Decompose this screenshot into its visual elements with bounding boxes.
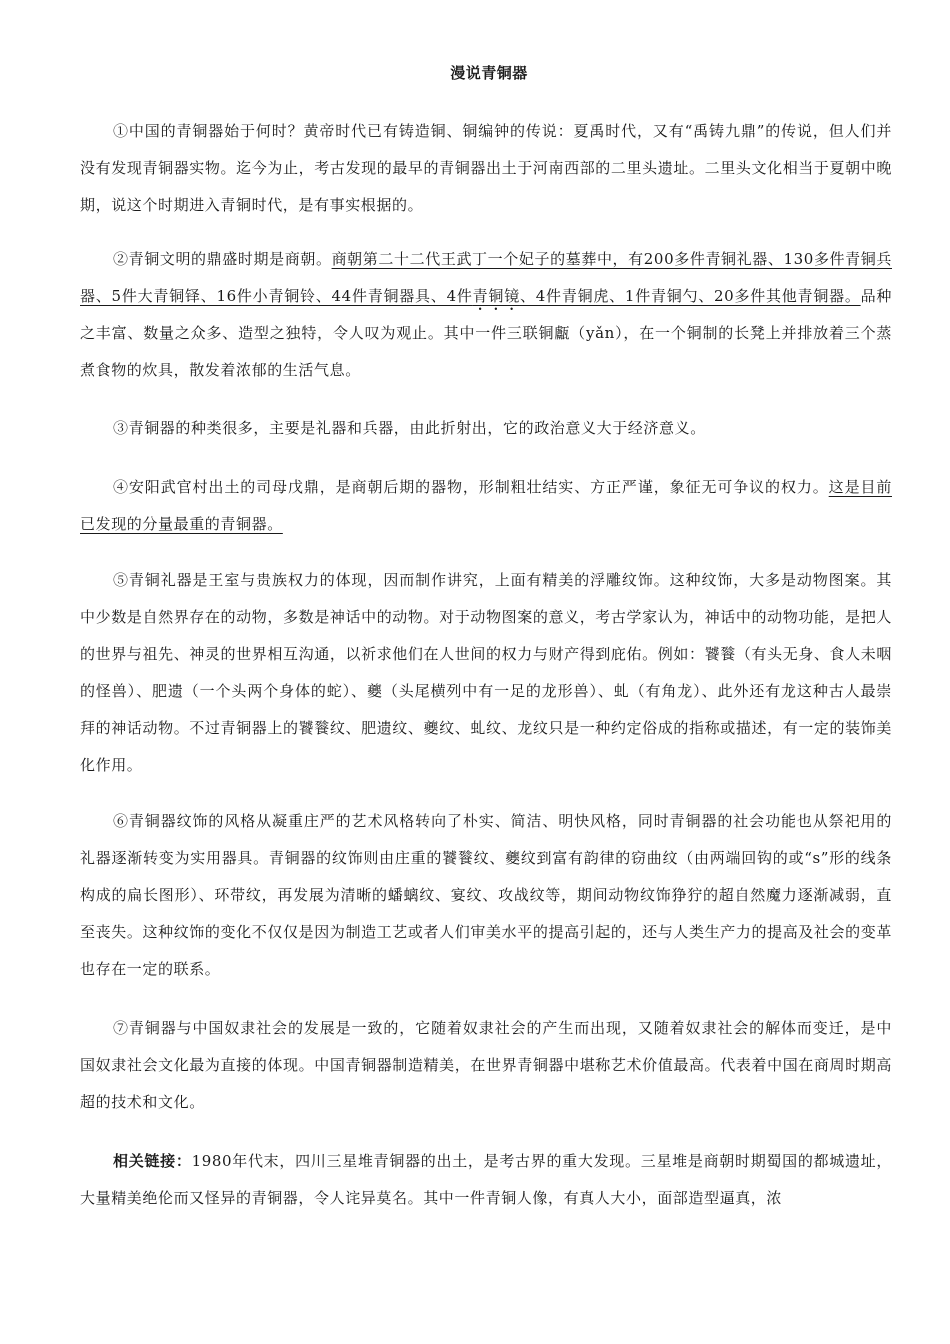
paragraph-2-underlined-b: 、4件青铜虎、1件青铜勺、20多件其他青铜器。 — [519, 287, 861, 305]
paragraph-6: ⑥青铜器纹饰的风格从凝重庄严的艺术风格转向了朴实、简洁、明快风格，同时青铜器的社会功能也从祭祀用的礼器逐渐转变为实用器具。青铜器的纹饰则由庄重的饕餮纹、夔纹到富有韵律的窃曲纹（由两端回钩的或“s”形的线条构成的扁长图形）、环带纹，再发展为清晰的蟠螭纹、宴纹、攻战纹等，期间动物纹饰狰狞的超自然魔力逐渐减弱，直至丧失。这种纹饰的变化不仅仅是因为制造工艺或者人们审美水平的提高引起的，还与人类生产力的提高及社会的变革也存在一定的联系。 — [80, 812, 892, 978]
paragraph-4-lead: ④安阳武官村出土的司母戊鼎，是商朝后期的器物，形制粗壮结实、方正严谨，象征无可争议的权力。 — [113, 478, 829, 496]
related-link-text: 1980年代末，四川三星堆青铜器的出土，是考古界的重大发现。三星堆是商朝时期蜀国的都城遗址，大量精美绝伦而又怪异的青铜器，令人诧异莫名。其中一件青铜人像，有真人大小，面部造型逼真，浓 — [80, 1152, 892, 1207]
document-title: 漫说青铜器 — [450, 64, 528, 82]
related-link-label: 相关链接： — [113, 1152, 192, 1170]
paragraph-7: ⑦青铜器与中国奴隶社会的发展是一致的，它随着奴隶社会的产生而出现，又随着奴隶社会的解体而变迁，是中国奴隶社会文化最为直接的体现。中国青铜器制造精美，在世界青铜器中堪称艺术价值最高。代表着中国在商周时期高超的技术和文化。 — [80, 1019, 892, 1111]
paragraph-2 — [80, 241, 892, 389]
paragraph-2-underlined-a: 商朝第二十二代王武丁一个妃子的墓葬中，有200多件青铜礼器、130多件青铜兵器、5件大青铜铎、16件小青铜铃、44件青铜器具、4件 — [80, 250, 892, 305]
paragraph-3: ③青铜器的种类很多，主要是礼器和兵器，由此折射出，它的政治意义大于经济意义。 — [113, 419, 706, 437]
related-link-paragraph — [80, 1143, 892, 1217]
paragraph-2-emphasis-dots: 青铜镜 — [472, 287, 520, 305]
paragraph-2-lead: ②青铜文明的鼎盛时期是商朝。 — [113, 250, 332, 268]
paragraph-2-rest: 品种之丰富、数量之众多、造型之独特，令人叹为观止。其中一件三联铜甗（yǎn），在一个铜制的长凳上并排放着三个蒸煮食物的炊具，散发着浓郁的生活气息。 — [80, 287, 892, 379]
paragraph-5: ⑤青铜礼器是王室与贵族权力的体现，因而制作讲究，上面有精美的浮雕纹饰。这种纹饰，大多是动物图案。其中少数是自然界存在的动物，多数是神话中的动物。对于动物图案的意义，考古学家认为，神话中的动物功能，是把人的世界与祖先、神灵的世界相互沟通，以祈求他们在人世间的权力与财产得到庇佑。例如：饕餮（有头无身、食人未咽的怪兽）、肥遗（一个头两个身体的蛇）、夔（头尾横列中有一足的龙形兽）、虬（有角龙）、此外还有龙这种古人最崇拜的神话动物。不过青铜器上的饕餮纹、肥遗纹、夔纹、虬纹、龙纹只是一种约定俗成的指称或描述，有一定的装饰美化作用。 — [80, 571, 892, 774]
paragraph-4 — [80, 469, 892, 543]
paragraph-4-underlined: 这是目前已发现的分量最重的青铜器。 — [80, 478, 892, 533]
paragraph-1: ①中国的青铜器始于何时？黄帝时代已有铸造铜、铜编钟的传说：夏禹时代，又有“禹铸九鼎”的传说，但人们并没有发现青铜器实物。迄今为止，考古发现的最早的青铜器出土于河南西部的二里头遗址。二里头文化相当于夏朝中晚期，说这个时期进入青铜时代，是有事实根据的。 — [80, 122, 892, 214]
